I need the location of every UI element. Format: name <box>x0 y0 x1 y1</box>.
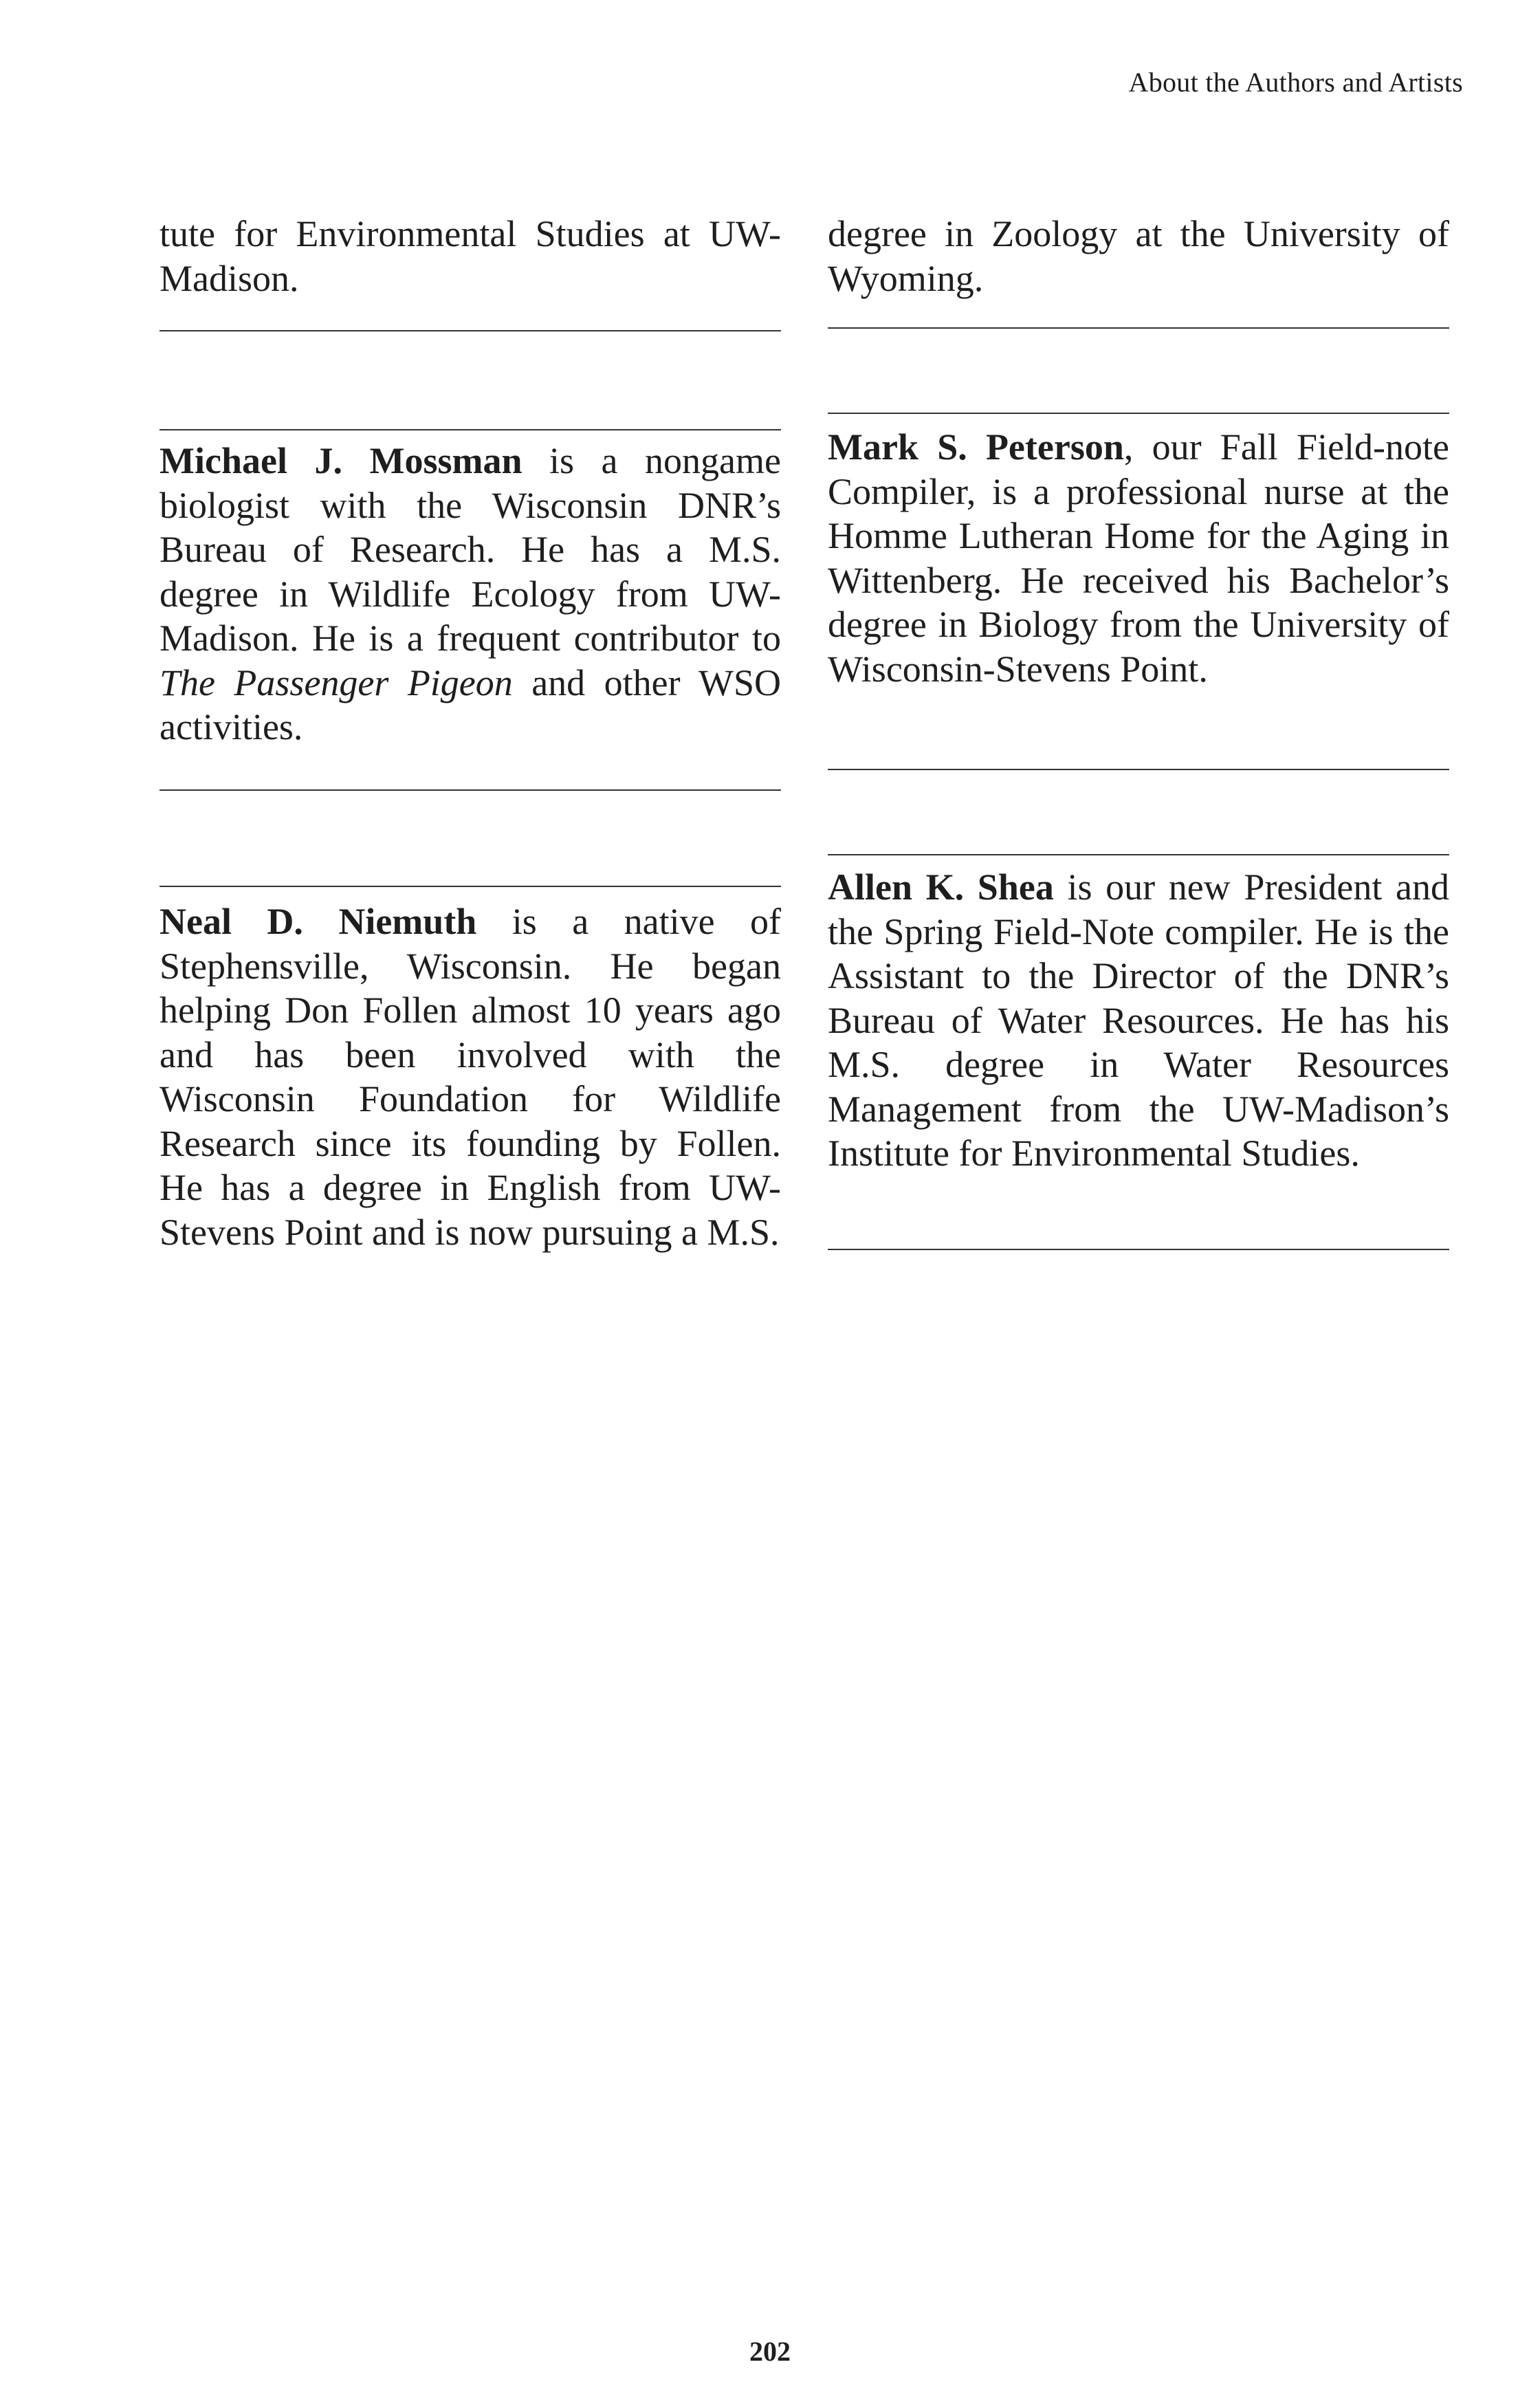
bio-paragraph <box>160 899 781 1254</box>
publication-title: The Passenger Pigeon <box>160 662 513 703</box>
divider-rule <box>828 327 1449 329</box>
divider-rule <box>160 886 781 887</box>
bio-paragraph <box>828 865 1449 1176</box>
divider-rule <box>160 429 781 430</box>
author-name: Neal D. Niemuth <box>160 901 477 942</box>
bio-text: is a nongame biologist with the Wisconsin DNR’s Bureau of Research. He has a M.S. degree in Wildlife Ecology from UW-Madison. He is a frequent contributor to <box>160 440 781 659</box>
bio-text: and other WSO activities. <box>160 662 781 747</box>
page-number: 202 <box>749 2336 791 2367</box>
bio-paragraph <box>828 425 1449 691</box>
bio-allen-shea <box>828 865 1449 1176</box>
left-column <box>160 0 781 1307</box>
continuation-paragraph-right <box>828 212 1449 301</box>
author-name: Allen K. Shea <box>828 866 1054 908</box>
continuation-paragraph-left <box>160 212 781 301</box>
bio-text: is our new President and the Spring Field-Note compiler. He is the Assistant to the Director of the DNR’s Bureau of Water Resources. He has his M.S. degree in Water Resources Management from the UW-Madison’s Institute for Environmental Studies. <box>828 866 1449 1174</box>
bio-text: , our Fall Field-note Compiler, is a professional nurse at the Homme Lutheran Home for the Aging in Wittenberg. He received his Bachelor’s degree in Biology from the University of Wisconsin-Stevens Point. <box>828 426 1449 690</box>
continuation-text: tute for Environmental Studies at UW-Madison. <box>160 213 781 299</box>
author-name: Michael J. Mossman <box>160 440 522 481</box>
bio-text: is a native of Stephensville, Wisconsin. He began helping Don Follen almost 10 years ago and has been involved with the Wisconsin Foundation for Wildlife Research since its founding by Follen. He has a degree in English from UW-Stevens Point and is now pursuing a M.S. <box>160 901 781 1253</box>
divider-rule <box>828 769 1449 770</box>
right-column <box>828 0 1449 1307</box>
divider-rule <box>160 330 781 331</box>
bio-michael-mossman <box>160 439 781 750</box>
bio-paragraph <box>160 439 781 750</box>
divider-rule <box>828 1249 1449 1250</box>
divider-rule <box>828 854 1449 855</box>
divider-rule <box>160 789 781 791</box>
author-name: Mark S. Peterson <box>828 426 1124 468</box>
continuation-text: degree in Zoology at the University of Wyoming. <box>828 213 1449 299</box>
bio-mark-peterson <box>828 425 1449 691</box>
running-head: About the Authors and Artists <box>1128 67 1463 98</box>
divider-rule <box>828 413 1449 414</box>
bio-neal-niemuth <box>160 899 781 1254</box>
